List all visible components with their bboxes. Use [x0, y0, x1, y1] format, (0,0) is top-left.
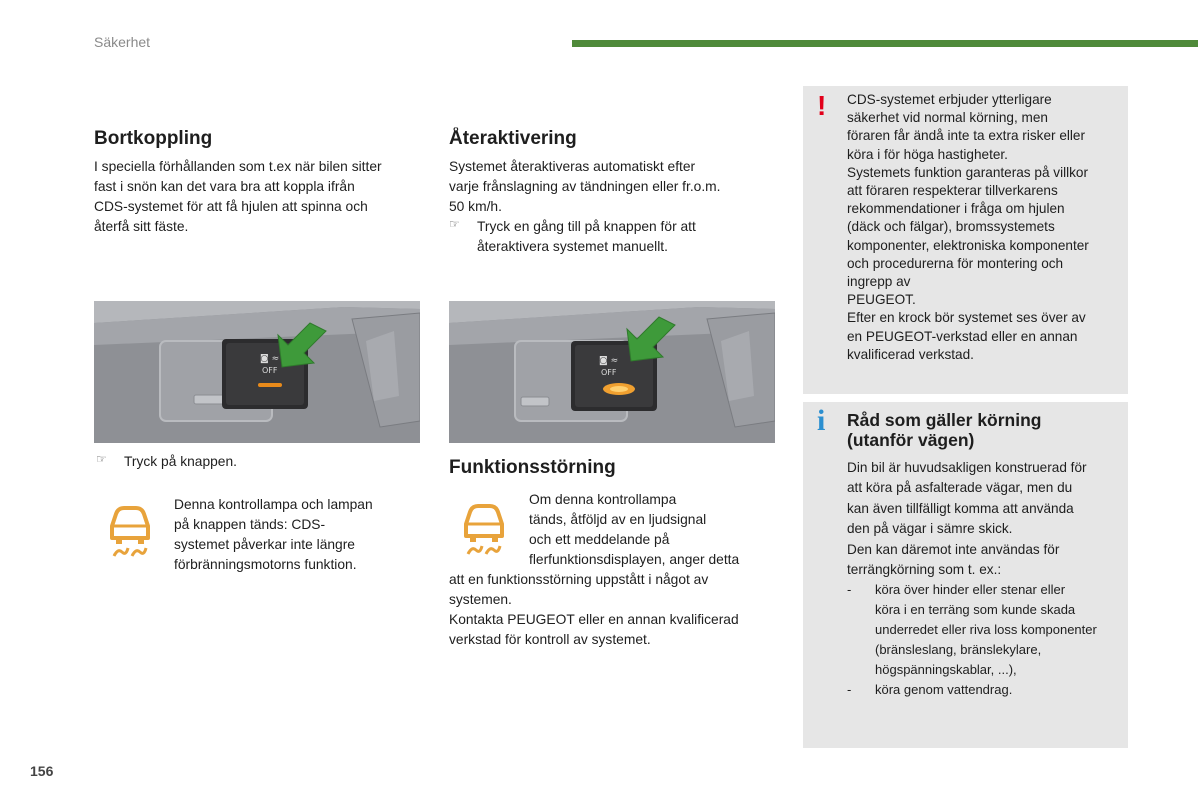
text-line: terrängkörning som t. ex.:	[847, 562, 1002, 578]
warning-text	[847, 91, 1125, 364]
list-item-line: högspänningskablar, ...),	[875, 662, 1017, 678]
text-line: Efter en krock bör systemet ses över av	[847, 310, 1086, 326]
text-line: Systemet återaktiveras automatiskt efter	[449, 159, 696, 174]
page-number: 156	[30, 763, 54, 779]
svg-text:OFF: OFF	[601, 368, 617, 377]
text-line: varje frånslagning av tändningen eller fr.o.m.	[449, 179, 721, 194]
info-icon: i	[817, 404, 826, 437]
heading-ateraktivering: Återaktivering	[449, 128, 577, 149]
text-line: PEUGEOT.	[847, 292, 916, 308]
text-line: förbränningsmotorns funktion.	[174, 557, 357, 572]
text-line: föraren får ändå inte ta extra risker eller	[847, 128, 1086, 144]
list-dash: -	[847, 582, 852, 598]
list-item-line: köra genom vattendrag.	[875, 682, 1013, 698]
list-item-line: underredet eller riva loss komponenter	[875, 622, 1097, 638]
text-line: ingrepp av	[847, 274, 911, 290]
text-line: Den kan däremot inte användas för	[847, 541, 1060, 557]
info-title-line: Råd som gäller körning	[847, 410, 1042, 430]
text-line: Om denna kontrollampa	[529, 492, 677, 507]
bullet-text: Tryck på knappen.	[124, 454, 237, 469]
text-line: 50 km/h.	[449, 199, 502, 214]
info-box	[803, 402, 1128, 748]
text-line: en PEUGEOT-verkstad eller en annan	[847, 328, 1078, 344]
bullet-text: Tryck en gång till på knappen för att	[477, 219, 696, 234]
svg-text:◙ ≈: ◙ ≈	[599, 356, 619, 366]
text-line: att föraren respekterar tillverkarens	[847, 183, 1058, 199]
warning-box	[803, 86, 1128, 394]
text-line: återfå sitt fäste.	[94, 219, 189, 234]
text-line: den på vägar i sämre skick.	[847, 521, 1013, 537]
text-line: att köra på asfalterade vägar, men du	[847, 480, 1073, 496]
text-line: CDS-systemet för att få hjulen att spinna och	[94, 199, 368, 214]
text-line: verkstad för kontroll av systemet.	[449, 632, 651, 647]
svg-text:OFF: OFF	[262, 366, 278, 375]
heading-bortkoppling: Bortkoppling	[94, 128, 213, 149]
bullet-press-button	[96, 452, 426, 472]
text-line: och procedurerna för montering och	[847, 255, 1064, 271]
bullet-reactivate	[449, 217, 779, 257]
list-item	[847, 580, 1127, 680]
text-line: systemet påverkar inte längre	[174, 537, 355, 552]
info-text	[847, 458, 1127, 700]
list-item-line: köra i en terräng som kunde skada	[875, 602, 1076, 618]
list-item-line: köra över hinder eller stenar eller	[875, 582, 1066, 598]
info-title	[847, 410, 1041, 450]
text-line: Kontakta PEUGEOT eller en annan kvalificerad	[449, 612, 739, 627]
pointing-hand-icon: ☞	[449, 217, 460, 231]
heading-funktionsstorning: Funktionsstörning	[449, 457, 616, 478]
info-title-line: (utanför vägen)	[847, 430, 975, 450]
section-title: Säkerhet	[94, 34, 151, 50]
bortkoppling-text	[94, 157, 434, 237]
exclamation-icon: !	[817, 90, 827, 121]
text-line: att en funktionsstörning uppstått i något av	[449, 572, 709, 587]
text-line: på knappen tänds: CDS-	[174, 517, 326, 532]
traction-control-off-icon	[102, 504, 158, 560]
list-item-line: (bränsleslang, bränslekylare,	[875, 642, 1042, 658]
traction-control-icon	[456, 502, 512, 558]
svg-text:◙ ≈: ◙ ≈	[260, 354, 280, 364]
text-line: rekommendationer i fråga om hjulen	[847, 201, 1065, 217]
button-photo-off	[94, 301, 420, 443]
text-line: CDS-systemet erbjuder ytterligare	[847, 92, 1052, 107]
text-line: köra i för höga hastigheter.	[847, 146, 1008, 162]
fault-text-side	[529, 490, 779, 570]
button-photo-on	[449, 301, 775, 443]
text-line: flerfunktionsdisplayen, anger detta	[529, 552, 740, 567]
pointing-hand-icon: ☞	[96, 452, 107, 466]
list-item	[847, 680, 1127, 700]
text-line: fast i snön kan det vara bra att koppla ifrån	[94, 179, 355, 194]
lamp-description	[174, 495, 424, 575]
offroad-list	[847, 580, 1127, 700]
header-accent-bar	[572, 40, 1198, 47]
text-line: (däck och fälgar), bromssystemets	[847, 219, 1055, 235]
text-line: Systemets funktion garanteras på villkor	[847, 164, 1089, 180]
text-line: och ett meddelande på	[529, 532, 670, 547]
bullet-text: återaktivera systemet manuellt.	[477, 239, 668, 254]
text-line: systemen.	[449, 592, 512, 607]
text-line: komponenter, elektroniska komponenter	[847, 237, 1089, 253]
text-line: kan även tillfälligt komma att använda	[847, 500, 1074, 516]
list-dash: -	[847, 682, 852, 698]
text-line: Din bil är huvudsakligen konstruerad för	[847, 460, 1087, 475]
text-line: säkerhet vid normal körning, men	[847, 110, 1048, 126]
ateraktivering-text	[449, 157, 779, 217]
text-line: tänds, åtföljd av en ljudsignal	[529, 512, 707, 527]
fault-text-full	[449, 570, 779, 650]
text-line: kvalificerad verkstad.	[847, 346, 974, 362]
text-line: Denna kontrollampa och lampan	[174, 497, 373, 512]
text-line: I speciella förhållanden som t.ex när bilen sitter	[94, 159, 382, 174]
